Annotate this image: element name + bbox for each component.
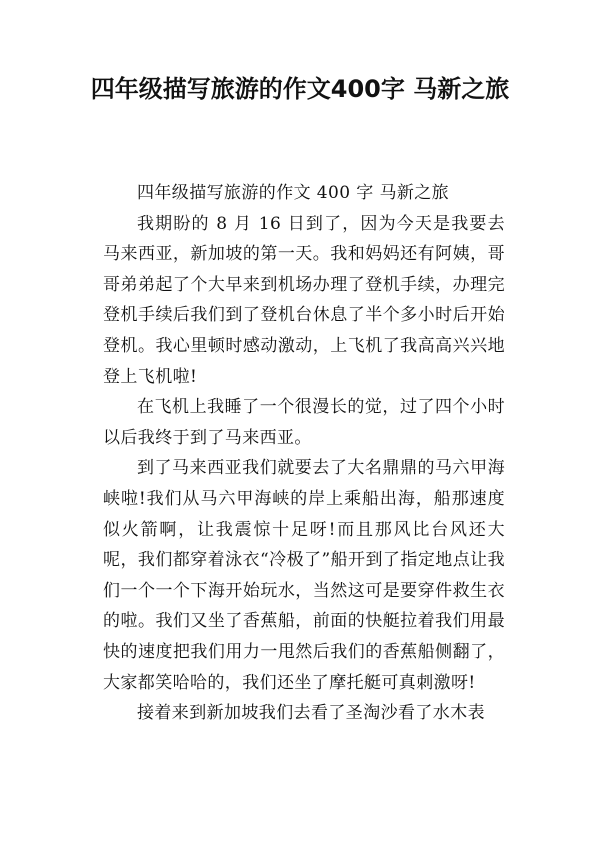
document-title: 四年级描写旅游的作文400字 马新之旅 [90, 75, 510, 103]
document-body [103, 178, 505, 729]
paragraph: 接着来到新加坡我们去看了圣淘沙看了水木表 [137, 703, 485, 724]
paragraph: 在飞机上我睡了一个很漫长的觉，过了四个小时以后我终于到了马来西亚。 [103, 397, 505, 448]
paragraph: 我期盼的 8 月 16 日到了，因为今天是我要去马来西亚，新加坡的第一天。我和妈妈还有阿姨，哥哥弟弟起了个大早来到机场办理了登机手续，办理完登机手续后我们到了登机台休息了半个多小时后开始登机。我心里顿时感动激动，上飞机了我高高兴兴地登上飞机啦! [103, 213, 505, 387]
document-subtitle: 四年级描写旅游的作文 400 字 马新之旅 [137, 183, 450, 203]
paragraph: 到了马来西亚我们就要去了大名鼎鼎的马六甲海峡啦!我们从马六甲海峡的岸上乘船出海，船那速度似火箭啊，让我震惊十足呀!而且那风比台风还大呢，我们都穿着泳衣“冷极了”船开到了指定地点让我们一个一个下海开始玩水，当然这可是要穿件救生衣的啦。我们又坐了香蕉船，前面的快艇拉着我们用最快的速度把我们用力一甩然后我们的香蕉船侧翻了，大家都笑哈哈的，我们还坐了摩托艇可真刺激呀! [103, 458, 505, 693]
